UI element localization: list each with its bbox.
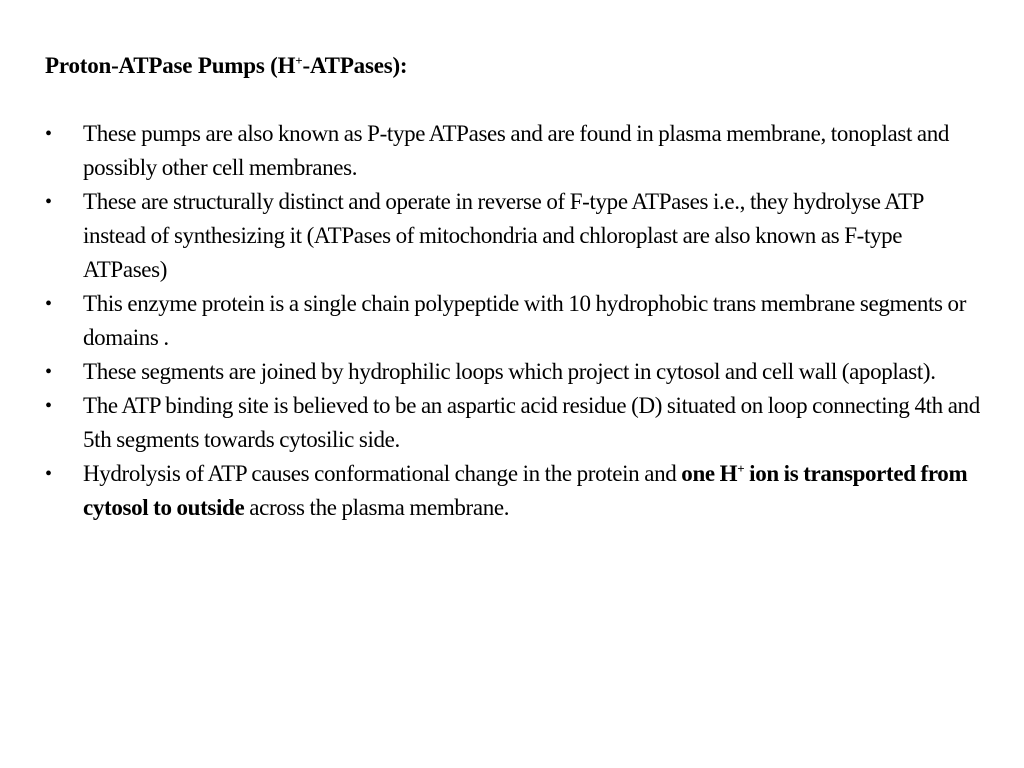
bullet-dot-icon: •	[45, 395, 52, 417]
bullet-dot-icon: •	[45, 361, 52, 383]
bullet-text: These are structurally distinct and operate in reverse of F-type ATPases i.e., they hydrolyse ATP instead of synthesizing it (ATPases of mitochondria and chloroplast are also known as F-type ATPases)	[83, 189, 924, 282]
bullet-dot-icon: •	[45, 463, 52, 485]
bullet-dot-icon: •	[45, 123, 52, 145]
bullet-dot-icon: •	[45, 191, 52, 213]
bullet-item	[45, 287, 985, 355]
bullet-item	[45, 457, 985, 525]
bold-ion-transported: ion is transported from cytosol to outside	[83, 461, 968, 520]
bullet-text: These segments are joined by hydrophilic loops which project in cytosol and cell wall (apoplast).	[83, 359, 936, 384]
bullet-text: These pumps are also known as P-type ATPases and are found in plasma membrane, tonoplast and possibly other cell membranes.	[83, 121, 950, 180]
title-superscript-plus: +	[295, 53, 303, 68]
bullet-item	[45, 389, 985, 457]
bullet-text-before: Hydrolysis of ATP causes conformational change in the protein and	[83, 461, 682, 486]
bullet-text: The ATP binding site is believed to be an aspartic acid residue (D) situated on loop connecting 4th and 5th segments towards cytosilic side.	[83, 393, 980, 452]
bullet-list	[45, 117, 985, 525]
bullet-item	[45, 185, 985, 287]
title-suffix: -ATPases):	[302, 53, 408, 78]
bullet-dot-icon: •	[45, 293, 52, 315]
slide-title	[45, 52, 407, 80]
bullet-text: This enzyme protein is a single chain polypeptide with 10 hydrophobic trans membrane segments or domains .	[83, 291, 967, 350]
bold-one-h: one H	[681, 461, 738, 486]
title-prefix: Proton-ATPase Pumps (H	[45, 53, 296, 78]
bullet-text	[83, 461, 967, 520]
bullet-item	[45, 117, 985, 185]
bullet-text-after: across the plasma membrane.	[244, 495, 510, 520]
superscript-plus: +	[737, 461, 745, 476]
bullet-item	[45, 355, 985, 389]
